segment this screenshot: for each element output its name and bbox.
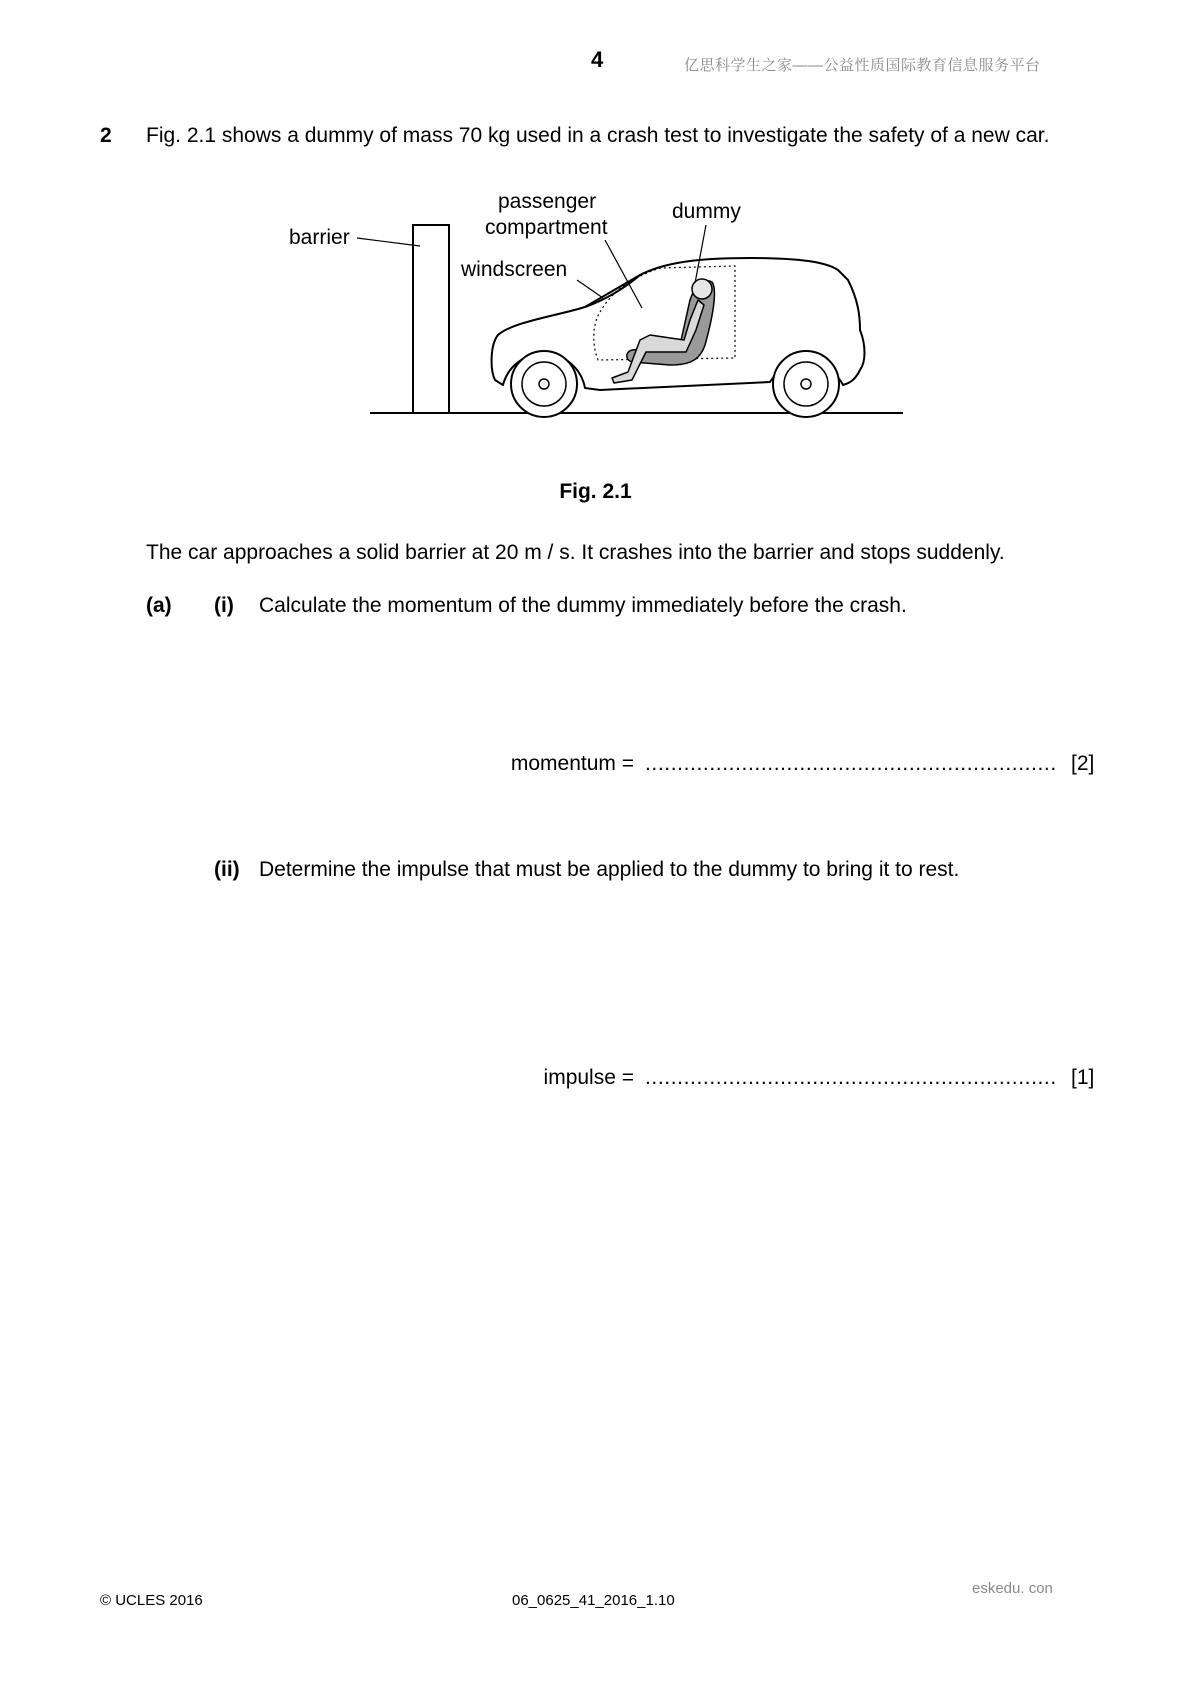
momentum-answer-label: momentum = <box>510 752 634 775</box>
windscreen-leader <box>577 280 603 298</box>
label-passenger-line2: compartment <box>485 216 608 239</box>
footer-code: 06_0625_41_2016_1.10 <box>512 1592 675 1609</box>
part-a-i-label: (i) <box>214 594 234 617</box>
label-windscreen: windscreen <box>461 258 568 281</box>
front-wheel-center <box>539 379 549 389</box>
rear-wheel-center <box>801 379 811 389</box>
question-number: 2 <box>100 124 112 147</box>
impulse-marks: [1] <box>1071 1066 1095 1089</box>
scenario-text: The car approaches a solid barrier at 20 m / s. It crashes into the barrier and stops suddenly. <box>146 541 1005 564</box>
impulse-answer-line[interactable]: ................................................................ <box>645 1066 1057 1089</box>
footer-copyright: © UCLES 2016 <box>100 1592 203 1609</box>
page-number: 4 <box>591 47 604 72</box>
momentum-answer-line[interactable]: ................................................................ <box>645 752 1057 775</box>
figure-caption: Fig. 2.1 <box>559 480 632 503</box>
momentum-marks: [2] <box>1071 752 1095 775</box>
label-passenger-line1: passenger <box>498 190 597 213</box>
label-dummy: dummy <box>672 200 741 223</box>
footer-site: eskedu. con <box>972 1580 1053 1597</box>
label-barrier: barrier <box>289 226 350 249</box>
impulse-answer-label: impulse = <box>543 1066 634 1089</box>
header-watermark: 亿思科学生之家——公益性质国际教育信息服务平台 <box>684 57 1041 74</box>
question-intro: Fig. 2.1 shows a dummy of mass 70 kg used in a crash test to investigate the safety of a new car. <box>146 124 1050 147</box>
part-a-ii-text: Determine the impulse that must be applied to the dummy to bring it to rest. <box>259 858 960 881</box>
barrier-block <box>413 225 449 413</box>
part-a-label: (a) <box>146 594 172 617</box>
part-a-ii-label: (ii) <box>214 858 240 881</box>
barrier-leader <box>357 238 420 246</box>
figure-crash-test <box>0 0 1191 470</box>
part-a-i-text: Calculate the momentum of the dummy immediately before the crash. <box>259 594 907 617</box>
